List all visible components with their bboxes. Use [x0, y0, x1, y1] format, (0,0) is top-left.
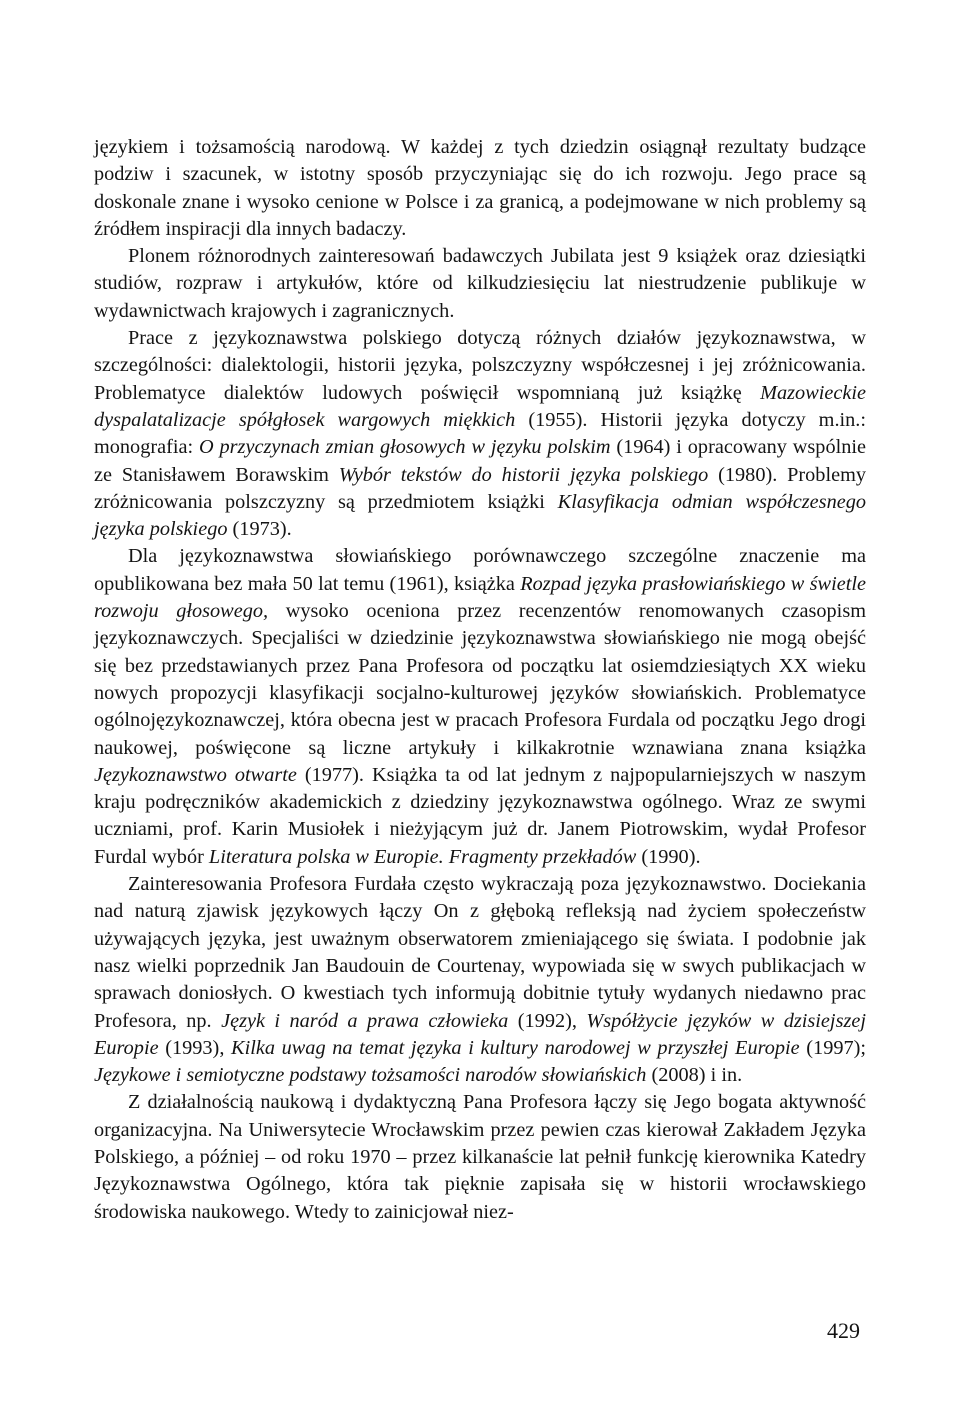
text-run: wysoko oceniona przez recenzentów renomowanych czasopism językoznawczych. Specjaliści w dziedzinie językoznawstwa słowiańskiego nie mogą obejść się bez przedstawianych przez Pana Profesora od początku lat osiemdziesiątych XX wieku nowych propozycji klasyfikacji socjalno-kulturowej języków słowiańskich. Problematyce ogólnojęzykoznawczej, która obecna jest w pracach Profesora Furdala od początku Jego drogi naukowej, poświęcone są liczne artykuły i kilkakrotnie wznawiana znana książka — [94, 600, 866, 759]
italic-title: Współżycie języków w dzisiejszej Europie — [94, 1009, 866, 1059]
italic-title: Językowe i semiotyczne podstawy tożsamości narodów słowiańskich — [94, 1064, 647, 1087]
paragraph-2 — [94, 243, 866, 325]
paragraph-6 — [94, 1089, 866, 1225]
paragraph-5 — [94, 871, 866, 1089]
italic-title: Językoznawstwo otwarte — [94, 763, 297, 786]
italic-title: Literatura polska w Europie. Fragmenty przekładów — [208, 845, 637, 868]
italic-title: Język i naród a prawa człowieka — [221, 1009, 509, 1032]
text-run: Z działalnością naukową i dydaktyczną Pana Profesora łączy się Jego bogata aktywność organizacyjna. Na Uniwersytecie Wrocławskim przez pewien czas kierował Zakładem Języka Polskiego, a później – od roku 1970 – przez kilkanaście lat pełnił funkcję kierownika Katedry Językoznawstwa Ogólnego, która tak pięknie zapisała się w historii wrocławskiego środowiska naukowego. Wtedy to zainicjował niez- — [94, 1091, 866, 1223]
text-run: Dla językoznawstwa słowiańskiego porównawczego szczególne znaczenie ma opublikowana bez mała 50 lat temu (1961), książka — [94, 545, 866, 595]
paragraph-3 — [94, 325, 866, 543]
italic-title: Kilka uwag na temat języka i kultury narodowej w przyszłej Europie — [231, 1036, 800, 1059]
italic-title: Mazowieckie dyspalatalizacje spółgłosek wargowych miękkich — [94, 381, 866, 431]
text-run: Plonem różnorodnych zainteresowań badawczych Jubilata jest 9 książek oraz dziesiątki studiów, rozpraw i artykułów, które od kilkudziesięciu lat niestrudzenie publikuje w wydawnictwach krajowych i zagranicznych. — [94, 245, 866, 322]
text-run: (1997); — [799, 1036, 867, 1059]
text-run: (1955). Historii języka dotyczy m.in.: monografia: — [94, 408, 866, 459]
text-run: (1992), — [508, 1009, 587, 1032]
italic-title: Wybór tekstów do historii języka polskiego — [338, 463, 709, 486]
italic-title: Rozpad języka prasłowiańskiego w świetle rozwoju głosowego, — [94, 572, 866, 623]
italic-title: Klasyfikacja odmian współczesnego języka polskiego — [94, 490, 866, 541]
text-run: (1973). — [227, 518, 292, 541]
text-run: (1964) i opracowany wspólnie ze Stanisławem Borawskim — [94, 436, 867, 486]
paragraph-1 — [94, 134, 866, 243]
text-run: (1990). — [636, 845, 701, 868]
text-run: (1977). Książka ta od lat jednym z najpopularniejszych w naszym kraju podręczników akademickich z dziedziny językoznawstwa ogólnego. Wraz ze swymi uczniami, prof. Karin Musiołek i nieżyjącym już dr. Janem Piotrowskim, wydał Profesor Furdal wybór — [94, 763, 867, 868]
text-run: Zainteresowania Profesora Furdała często wykraczają poza językoznawstwo. Dociekania nad naturą zjawisk językowych łączy On z głęboką refleksją nad życiem społeczeństw używających języka, jest uważnym obserwatorem zmieniającego się świata. I podobnie jak nasz wielki poprzednik Jan Baudouin de Courtenay, wypowiada się w swych publikacjach w sprawach doniosłych. O kwestiach tych informują dobitnie tytuły wydanych niedawno prac Profesora, np. — [94, 873, 866, 1032]
italic-title: O przyczynach zmian głosowych w języku polskim — [199, 436, 611, 459]
page-number: 429 — [827, 1318, 860, 1343]
text-run: (1993), — [158, 1036, 232, 1059]
body-text — [94, 134, 866, 1226]
text-run: językiem i tożsamością narodową. W każdej z tych dziedzin osiągnął rezultaty budzące podziw i szacunek, w istotny sposób przyczyniając się do ich rozwoju. Jego prace są doskonale znane i wysoko cenione w Polsce i za granicą, a podejmowane w nich problemy są źródłem inspiracji dla innych badaczy. — [94, 136, 866, 240]
text-run: (1980). Problemy zróżnicowania polszczyzny są przedmiotem książki — [94, 463, 867, 513]
text-run: (2008) i in. — [646, 1064, 743, 1087]
paragraph-4 — [94, 543, 866, 871]
text-run: Prace z językoznawstwa polskiego dotyczą różnych działów językoznawstwa, w szczególności: dialektologii, historii języka, polszczyzny współczesnej i jej zróżnicowania. Problematyce dialektów ludowych poświęcił wspomnianą już książkę — [94, 327, 866, 404]
